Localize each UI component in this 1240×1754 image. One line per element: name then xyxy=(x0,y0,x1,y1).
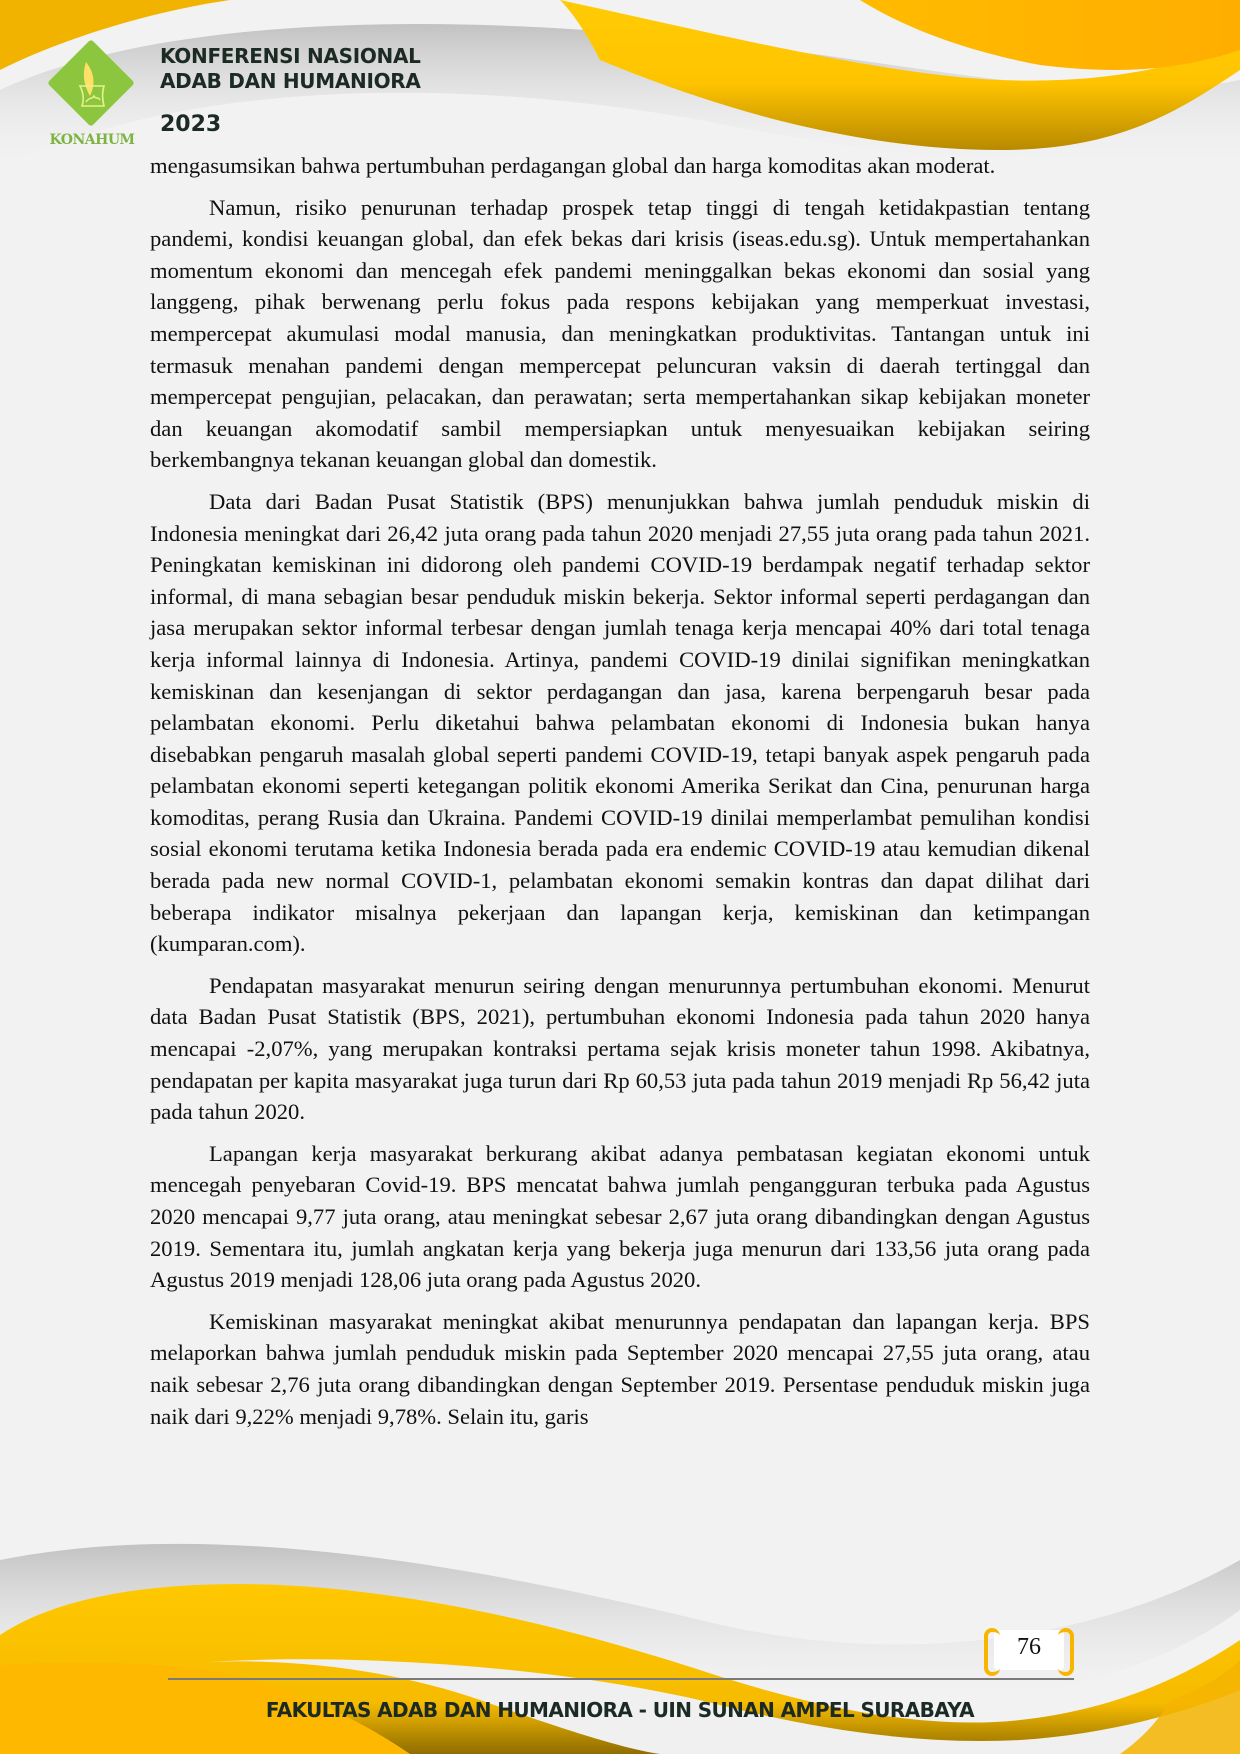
paragraph: Data dari Badan Pusat Statistik (BPS) menunjukkan bahwa jumlah penduduk miskin di Indonesia meningkat dari 26,42 juta orang pada tahun 2020 menjadi 27,55 juta orang pada tahun 2021. Peningkatan kemiskinan ini didorong oleh pandemi COVID-19 berdampak negatif terhadap sektor informal, di mana sebagian besar penduduk miskin bekerja. Sektor informal seperti perdagangan dan jasa merupakan sektor informal terbesar dengan jumlah tenaga kerja mencapai 40% dari total tenaga kerja informal lainnya di Indonesia. Artinya, pandemi COVID-19 dinilai signifikan meningkatkan kemiskinan dan kesenjangan di sektor perdagangan dan jasa, karena berpengaruh besar pada pelambatan ekonomi. Perlu diketahui bahwa pelambatan ekonomi di Indonesia bukan hanya disebabkan pengaruh masalah global seperti pandemi COVID-19, tetapi banyak aspek pengaruh pada pelambatan ekonomi seperti ketegangan politik ekonomi Amerika Serikat dan Cina, penurunan harga komoditas, perang Rusia dan Ukraina. Pandemi COVID-19 dinilai memperlambat pemulihan kondisi sosial ekonomi terutama ketika Indonesia berada pada era endemic COVID-19 atau kemudian dikenal berada pada new normal COVID-1, pelambatan ekonomi semakin kontras dan dapat dilihat dari beberapa indikator misalnya pekerjaan dan lapangan kerja, kemiskinan dan ketimpangan (kumparan.com). xyxy=(150,488,1090,957)
conference-year: 2023 xyxy=(160,112,222,137)
paragraph: Namun, risiko penurunan terhadap prospek tetap tinggi di tengah ketidakpastian tentang pandemi, kondisi keuangan global, dan efek bekas dari krisis (iseas.edu.sg). Untuk mempertahankan momentum ekonomi dan mencegah efek pandemi meninggalkan bekas ekonomi dan sosial yang langgeng, pihak berwenang perlu fokus pada respons kebijakan yang memperkuat investasi, mempercepat akumulasi modal manusia, dan meningkatkan produktivitas. Tantangan untuk ini termasuk menahan pandemi dengan mempercepat peluncuran vaksin di daerah tertinggal dan mempercepat pengujian, pelacakan, dan perawatan; serta mempertahankan sikap kebijakan moneter dan keuangan akomodatif sambil mempersiapkan untuk menyesuaikan kebijakan seiring berkembangnya tekanan keuangan global dan domestik. xyxy=(150,194,1090,473)
footer-institution: FAKULTAS ADAB DAN HUMANIORA - UIN SUNAN AMPEL SURABAYA xyxy=(265,1698,975,1722)
page-number-badge xyxy=(984,1628,1074,1672)
paragraph: mengasumsikan bahwa pertumbuhan perdagangan global dan harga komoditas akan moderat. xyxy=(150,153,996,178)
paragraph: Lapangan kerja masyarakat berkurang akibat adanya pembatasan kegiatan ekonomi untuk mencegah penyebaran Covid-19. BPS mencatat bahwa jumlah pengangguran terbuka pada Agustus 2020 mencapai 9,77 juta orang, atau meningkat sebesar 2,67 juta orang dibandingkan dengan Agustus 2019. Sementara itu, jumlah angkatan kerja yang bekerja juga menurun dari 133,56 juta orang pada Agustus 2019 menjadi 128,06 juta orang pada Agustus 2020. xyxy=(150,1140,1090,1293)
footer-divider xyxy=(168,1678,1074,1680)
paragraph: Kemiskinan masyarakat meningkat akibat menurunnya pendapatan dan lapangan kerja. BPS melaporkan bahwa jumlah penduduk miskin pada September 2020 mencapai 27,55 juta orang, atau naik sebesar 2,76 juta orang dibandingkan dengan September 2019. Persentase penduduk miskin juga naik dari 9,22% menjadi 9,78%. Selain itu, garis xyxy=(150,1308,1090,1429)
conference-title xyxy=(160,44,421,94)
quill-and-vessel-icon xyxy=(66,56,118,116)
page-number: 76 xyxy=(1017,1634,1041,1660)
paragraph: Pendapatan masyarakat menurun seiring dengan menurunnya pertumbuhan ekonomi. Menurut data Badan Pusat Statistik (BPS, 2021), pertumbuhan ekonomi Indonesia pada tahun 2020 hanya mencapai -2,07%, yang merupakan kontraksi pertama sejak krisis moneter tahun 1998. Akibatnya, pendapatan per kapita masyarakat juga turun dari Rp 60,53 juta pada tahun 2019 menjadi Rp 56,42 juta pada tahun 2020. xyxy=(150,972,1090,1125)
conference-title-line1: KONFERENSI NASIONAL xyxy=(160,44,421,68)
konahum-logo xyxy=(46,46,138,150)
conference-title-line2: ADAB DAN HUMANIORA xyxy=(160,69,421,93)
document-body xyxy=(150,150,1090,1442)
page-header xyxy=(0,0,1240,150)
logo-wordmark: KONAHUM xyxy=(49,132,135,148)
